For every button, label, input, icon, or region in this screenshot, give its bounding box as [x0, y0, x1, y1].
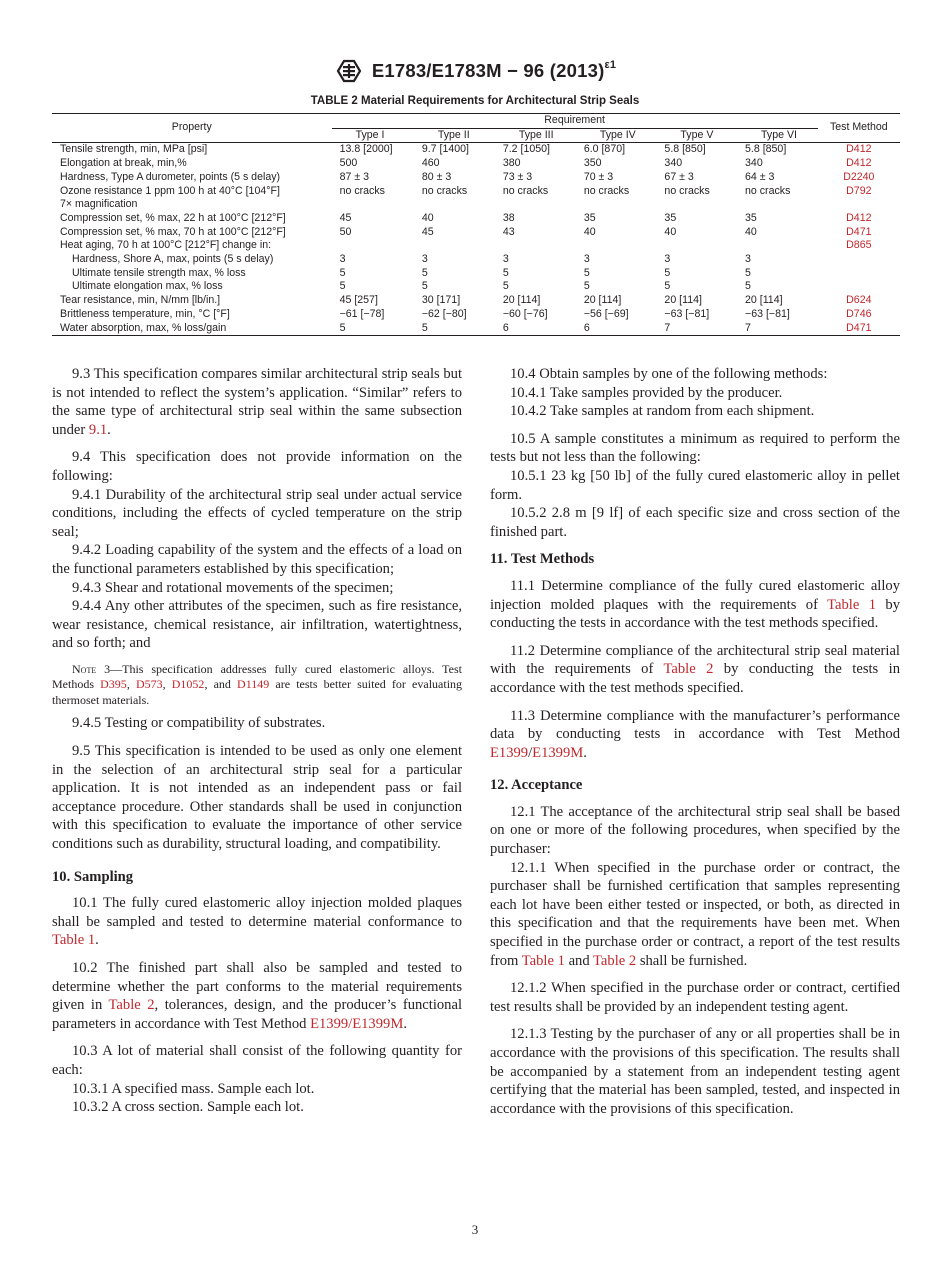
cell-property: Ultimate tensile strength max, % loss: [72, 266, 246, 279]
cell-value: 3: [664, 253, 671, 266]
cell-value: 350: [583, 157, 602, 170]
header-type: Type IV: [576, 128, 657, 143]
cell-value: 45 [257]: [339, 294, 378, 307]
header-type: Type I: [332, 128, 414, 143]
cell-value: 5: [664, 280, 671, 293]
cell-value: 340: [745, 157, 763, 170]
cell-value: [737, 239, 818, 253]
cell-value: 5: [339, 280, 346, 293]
page-number: 3: [471, 1222, 479, 1237]
para-10-3-2: 10.3.2 A cross section. Sample each lot.: [72, 1099, 304, 1116]
cell-value: 5: [421, 280, 428, 293]
table-row: [52, 267, 900, 281]
cell-value: 460: [421, 157, 440, 170]
cell-value: 7: [745, 321, 751, 334]
cell-value: 20 [114]: [583, 294, 622, 307]
cell-value: −61 [−78]: [339, 307, 385, 320]
link-e1399[interactable]: E1399: [490, 744, 529, 761]
link-d395[interactable]: D395: [100, 677, 127, 692]
cell-property: Brittleness temperature, min, °C [°F]: [60, 307, 230, 320]
para-11-1: 11.1 Determine compliance of the fully cured elastomeric alloy injection molded plaques with the requirements of Table 1 by conducting the tests in accordance with the test methods specified.: [490, 577, 900, 632]
cell-value: 5: [421, 321, 428, 334]
cell-value: 70 ± 3: [583, 170, 614, 183]
link-table-1[interactable]: Table 1: [827, 596, 876, 613]
astm-logo-icon: [334, 58, 364, 84]
para-12-1: 12.1 The acceptance of the architectural strip seal shall be based on one or more of the following procedures, when specified by the purchaser:: [490, 803, 900, 858]
para-10-4-1: 10.4.1 Take samples provided by the producer.: [510, 384, 783, 401]
cell-value: 5: [664, 266, 671, 279]
para-12-1-3: 12.1.3 Testing by the purchaser of any or all properties shall be in accordance with the provisions of this specification. The results shall be accompanied by a statement from an independent testing agent certifying that the material has been sampled, tested, and inspected in accordance with the provisions of this specification.: [490, 1026, 900, 1117]
cell-value: 20 [114]: [745, 294, 783, 307]
cell-test-method-link[interactable]: D792: [846, 184, 872, 197]
para-10-3-1: 10.3.1 A specified mass. Sample each lot.: [72, 1080, 315, 1097]
cell-property: Hardness, Shore A, max, points (5 s delay): [72, 253, 274, 266]
cell-property: Compression set, % max, 22 h at 100°C [212°F]: [60, 211, 286, 224]
cell-property: Tensile strength, min, MPa [psi]: [60, 143, 208, 156]
header-requirement: Requirement: [332, 114, 818, 129]
cell-value: 5: [339, 266, 346, 279]
cell-test-method-link[interactable]: D412: [846, 211, 872, 224]
cell-value: 3: [421, 253, 428, 266]
table-row: [52, 226, 900, 240]
cell-value: [414, 198, 495, 212]
cell-property: 7× magnification: [60, 198, 138, 211]
document-designation: E1783/E1783M − 96 $(2013)^{\varepsilon 1}$: [371, 58, 617, 81]
cell-value: 380: [502, 157, 521, 170]
cell-value: no cracks: [664, 184, 710, 197]
cell-test-method-link[interactable]: D624: [846, 294, 872, 307]
cell-value: [495, 239, 576, 253]
cell-value: no cracks: [421, 184, 468, 197]
cell-value: 3: [583, 253, 590, 266]
cell-value: 5.8 [850]: [664, 143, 706, 156]
cell-value: 5: [502, 266, 509, 279]
header-property: Property: [52, 114, 332, 143]
link-table-2[interactable]: Table 2: [663, 661, 714, 678]
heading-10-sampling: 10. Sampling: [52, 868, 134, 885]
cell-value: 35: [664, 211, 677, 224]
cell-value: [737, 198, 818, 212]
para-10-5-2: 10.5.2 2.8 m [9 lf] of each specific size and cross section of the finished part.: [490, 505, 900, 540]
cell-test-method-link: [818, 253, 900, 267]
header-test-method: Test Method: [818, 114, 900, 143]
para-9-5: 9.5 This specification is intended to be used as only one element in the selection of an architectural strip seal for a particular application. It is not intended as an independent pass or fail acceptance procedure. Other standards shall be used in conjunction with this specification to evaluate the importance of other service conditions such as durability, structural loading, and compatibility.: [52, 743, 462, 852]
link-9-1[interactable]: 9.1: [88, 421, 108, 438]
cell-property: Ozone resistance 1 ppm 100 h at 40°C [104°F]: [60, 184, 280, 197]
cell-value: 50: [339, 225, 352, 238]
link-table-2[interactable]: Table 2: [593, 952, 637, 969]
cell-test-method-link[interactable]: D471: [846, 225, 872, 238]
cell-value: 30 [171]: [421, 294, 461, 307]
cell-value: 5: [745, 280, 751, 293]
cell-value: 500: [339, 157, 358, 170]
cell-value: −63 [−81]: [664, 307, 710, 320]
table-row: [52, 253, 900, 267]
para-10-4: 10.4 Obtain samples by one of the following methods:: [510, 366, 828, 382]
cell-value: 6: [502, 321, 509, 334]
cell-value: no cracks: [583, 184, 630, 197]
cell-property: Water absorption, max, % loss/gain: [60, 321, 227, 334]
para-11-2: 11.2 Determine compliance of the architectural strip seal material with the requirements of Table 2 by conducting the tests in accordance with the test methods specified.: [490, 642, 900, 696]
cell-value: 5: [421, 266, 428, 279]
cell-value: 5: [502, 280, 509, 293]
para-11-3: 11.3 Determine compliance with the manufacturer’s performance data by conducting tests in accordance with Test Method E1399/E1399M.: [490, 707, 900, 761]
cell-value: 67 ± 3: [664, 170, 694, 183]
cell-value: 3: [745, 253, 751, 266]
table-row: [52, 171, 900, 185]
para-9-4: 9.4 This specification does not provide information on the following:: [52, 449, 462, 484]
link-d1052[interactable]: D1052: [171, 677, 205, 692]
para-10-3: 10.3 A lot of material shall consist of the following quantity for each:: [52, 1043, 462, 1078]
right-column: [490, 365, 900, 1118]
heading-11-test-methods: 11. Test Methods: [490, 551, 595, 568]
cell-value: 5: [745, 266, 751, 279]
cell-value: no cracks: [339, 184, 385, 197]
cell-value: 45: [421, 225, 434, 238]
link-e1399[interactable]: E1399/E1399M: [310, 1015, 404, 1032]
cell-value: 40: [583, 225, 596, 238]
cell-value: 5: [583, 280, 590, 293]
cell-value: 87 ± 3: [339, 170, 369, 183]
cell-value: no cracks: [745, 184, 791, 197]
cell-test-method-link: [818, 198, 900, 212]
cell-value: 5: [583, 266, 590, 279]
heading-12-acceptance: 12. Acceptance: [490, 777, 583, 794]
para-12-1-2: 12.1.2 When specified in the purchase order or contract, certified test results shall be provided by an independent testing agent.: [490, 980, 900, 1015]
cell-value: 7: [664, 321, 671, 334]
cell-value: 6: [583, 321, 590, 334]
cell-property: Ultimate elongation max, % loss: [72, 280, 223, 293]
para-10-2: 10.2 The finished part shall also be sampled and tested to determine whether the part conforms to the material requirements given in Table 2, tolerances, design, and the producer’s functional parameters in accordance with Test Method E1399/E1399M.: [52, 959, 462, 1032]
para-9-3: 9.3 This specification compares similar architectural strip seals but is not intended to reflect the system’s application. “Similar” refers to the same type of architectural strip seal within the same subsection under 9.1.: [52, 366, 462, 438]
cell-value: 5.8 [850]: [745, 143, 787, 156]
cell-value: 40: [664, 225, 677, 238]
cell-test-method-link[interactable]: D471: [846, 321, 872, 334]
cell-value: 5: [339, 321, 346, 334]
cell-value: [576, 198, 657, 212]
header-type: Type VI: [737, 128, 818, 143]
cell-value: [576, 239, 657, 253]
cell-value: 35: [745, 211, 757, 224]
cell-value: [332, 198, 414, 212]
cell-test-method-link[interactable]: D865: [846, 239, 872, 252]
table-row: [52, 322, 900, 336]
cell-value: 35: [583, 211, 596, 224]
cell-value: −63 [−81]: [745, 307, 790, 320]
para-12-1-1: 12.1.1 When specified in the purchase order or contract, the purchaser shall be furnished certification that samples representing each lot have been either tested or inspected, or both, as directed in this specification and that the requirements have been met. When specified in the purchase order or contract, a report of the test results from Table 1 and Table 2 shall be furnished.: [490, 859, 900, 969]
cell-value: 340: [664, 157, 683, 170]
table-title: TABLE 2 Material Requirements for Architectural Strip Seals: [310, 95, 640, 107]
para-9-4-1: 9.4.1 Durability of the architectural strip seal under actual service conditions, including the effects of cycled temperature on the strip seal;: [52, 486, 462, 540]
cell-test-method-link[interactable]: D746: [846, 307, 872, 320]
cell-value: 40: [745, 225, 757, 238]
table-row: [52, 185, 900, 199]
table-row: [52, 212, 900, 226]
cell-value: 7.2 [1050]: [502, 143, 550, 156]
table-row: [52, 198, 900, 212]
cell-value: [656, 239, 737, 253]
cell-test-method-link[interactable]: D2240: [843, 170, 875, 183]
cell-property: Hardness, Type A durometer, points (5 s delay): [60, 170, 281, 183]
cell-value: [495, 198, 576, 212]
note-3: Note 3—This specification addresses fully cured elastomeric alloys. Test Methods D395, D573, D1052, and D1149 are tests better suited for evaluating thermoset materials.: [52, 661, 463, 707]
cell-value: −60 [−76]: [502, 307, 548, 320]
para-9-4-2: 9.4.2 Loading capability of the system and the effects of a load on the functional parameters established by this specification;: [52, 542, 462, 577]
cell-test-method-link[interactable]: D412: [846, 157, 872, 170]
cell-value: 9.7 [1400]: [421, 143, 469, 156]
cell-value: 80 ± 3: [421, 170, 452, 183]
para-10-5-1: 10.5.1 23 kg [50 lb] of the fully cured elastomeric alloy in pellet form.: [490, 467, 900, 503]
cell-property: Tear resistance, min, N/mm [lb/in.]: [60, 294, 221, 307]
cell-value: −62 [−80]: [421, 307, 467, 320]
para-9-4-4: 9.4.4 Any other attributes of the specimen, such as fire resistance, wear resistance, chemical resistance, air infiltration, watertightness, and so forth; and: [52, 598, 462, 652]
cell-value: 64 ± 3: [745, 170, 775, 183]
page-header: [0, 56, 950, 86]
left-column: [52, 365, 462, 1117]
header-type: Type V: [656, 128, 737, 143]
cell-value: 13.8 [2000]: [339, 143, 393, 156]
cell-value: −56 [−69]: [583, 307, 629, 320]
link-d573[interactable]: D573: [135, 677, 163, 692]
cell-value: [656, 198, 737, 212]
link-table-2[interactable]: Table 2: [108, 997, 155, 1014]
cell-test-method-link[interactable]: D412: [846, 143, 872, 156]
table-row: [52, 280, 900, 294]
cell-property: Heat aging, 70 h at 100°C [212°F] change in:: [60, 239, 272, 252]
cell-value: 45: [339, 211, 352, 224]
cell-test-method-link: [818, 280, 900, 294]
cell-value: 38: [502, 211, 515, 224]
cell-value: no cracks: [502, 184, 549, 197]
link-e1399m[interactable]: E1399M: [532, 744, 584, 761]
cell-value: [414, 239, 495, 253]
table-row: [52, 239, 900, 253]
header-type: Type III: [495, 128, 576, 143]
cell-value: 73 ± 3: [502, 170, 533, 183]
link-table-1[interactable]: Table 1: [521, 952, 565, 969]
para-10-5: 10.5 A sample constitutes a minimum as required to perform the tests but not less than the following:: [490, 430, 900, 466]
link-d1149[interactable]: D1149: [237, 677, 270, 692]
requirements-table: [52, 113, 900, 336]
cell-value: 6.0 [870]: [583, 143, 626, 156]
cell-property: Compression set, % max, 70 h at 100°C [212°F]: [60, 225, 286, 238]
para-9-4-5: 9.4.5 Testing or compatibility of substrates.: [72, 715, 326, 732]
header-type: Type II: [414, 128, 495, 143]
cell-value: 20 [114]: [502, 294, 541, 307]
cell-property: Elongation at break, min,%: [60, 157, 187, 170]
cell-value: 3: [502, 253, 509, 266]
cell-value: 3: [339, 253, 346, 266]
cell-value: 40: [421, 211, 434, 224]
table-row: [52, 308, 900, 322]
link-table-1[interactable]: Table 1: [52, 932, 96, 949]
cell-test-method-link: [818, 267, 900, 281]
cell-value: 43: [502, 225, 515, 238]
cell-value: [332, 239, 414, 253]
para-9-4-3: 9.4.3 Shear and rotational movements of the specimen;: [72, 579, 394, 596]
para-10-4-2: 10.4.2 Take samples at random from each shipment.: [510, 403, 815, 420]
table-row: [52, 294, 900, 308]
para-10-1: 10.1 The fully cured elastomeric alloy injection molded plaques shall be sampled and tested to determine material conformance to Table 1.: [52, 895, 462, 949]
table-row: [52, 157, 900, 171]
cell-value: 20 [114]: [664, 294, 702, 307]
table-row: [52, 143, 900, 157]
